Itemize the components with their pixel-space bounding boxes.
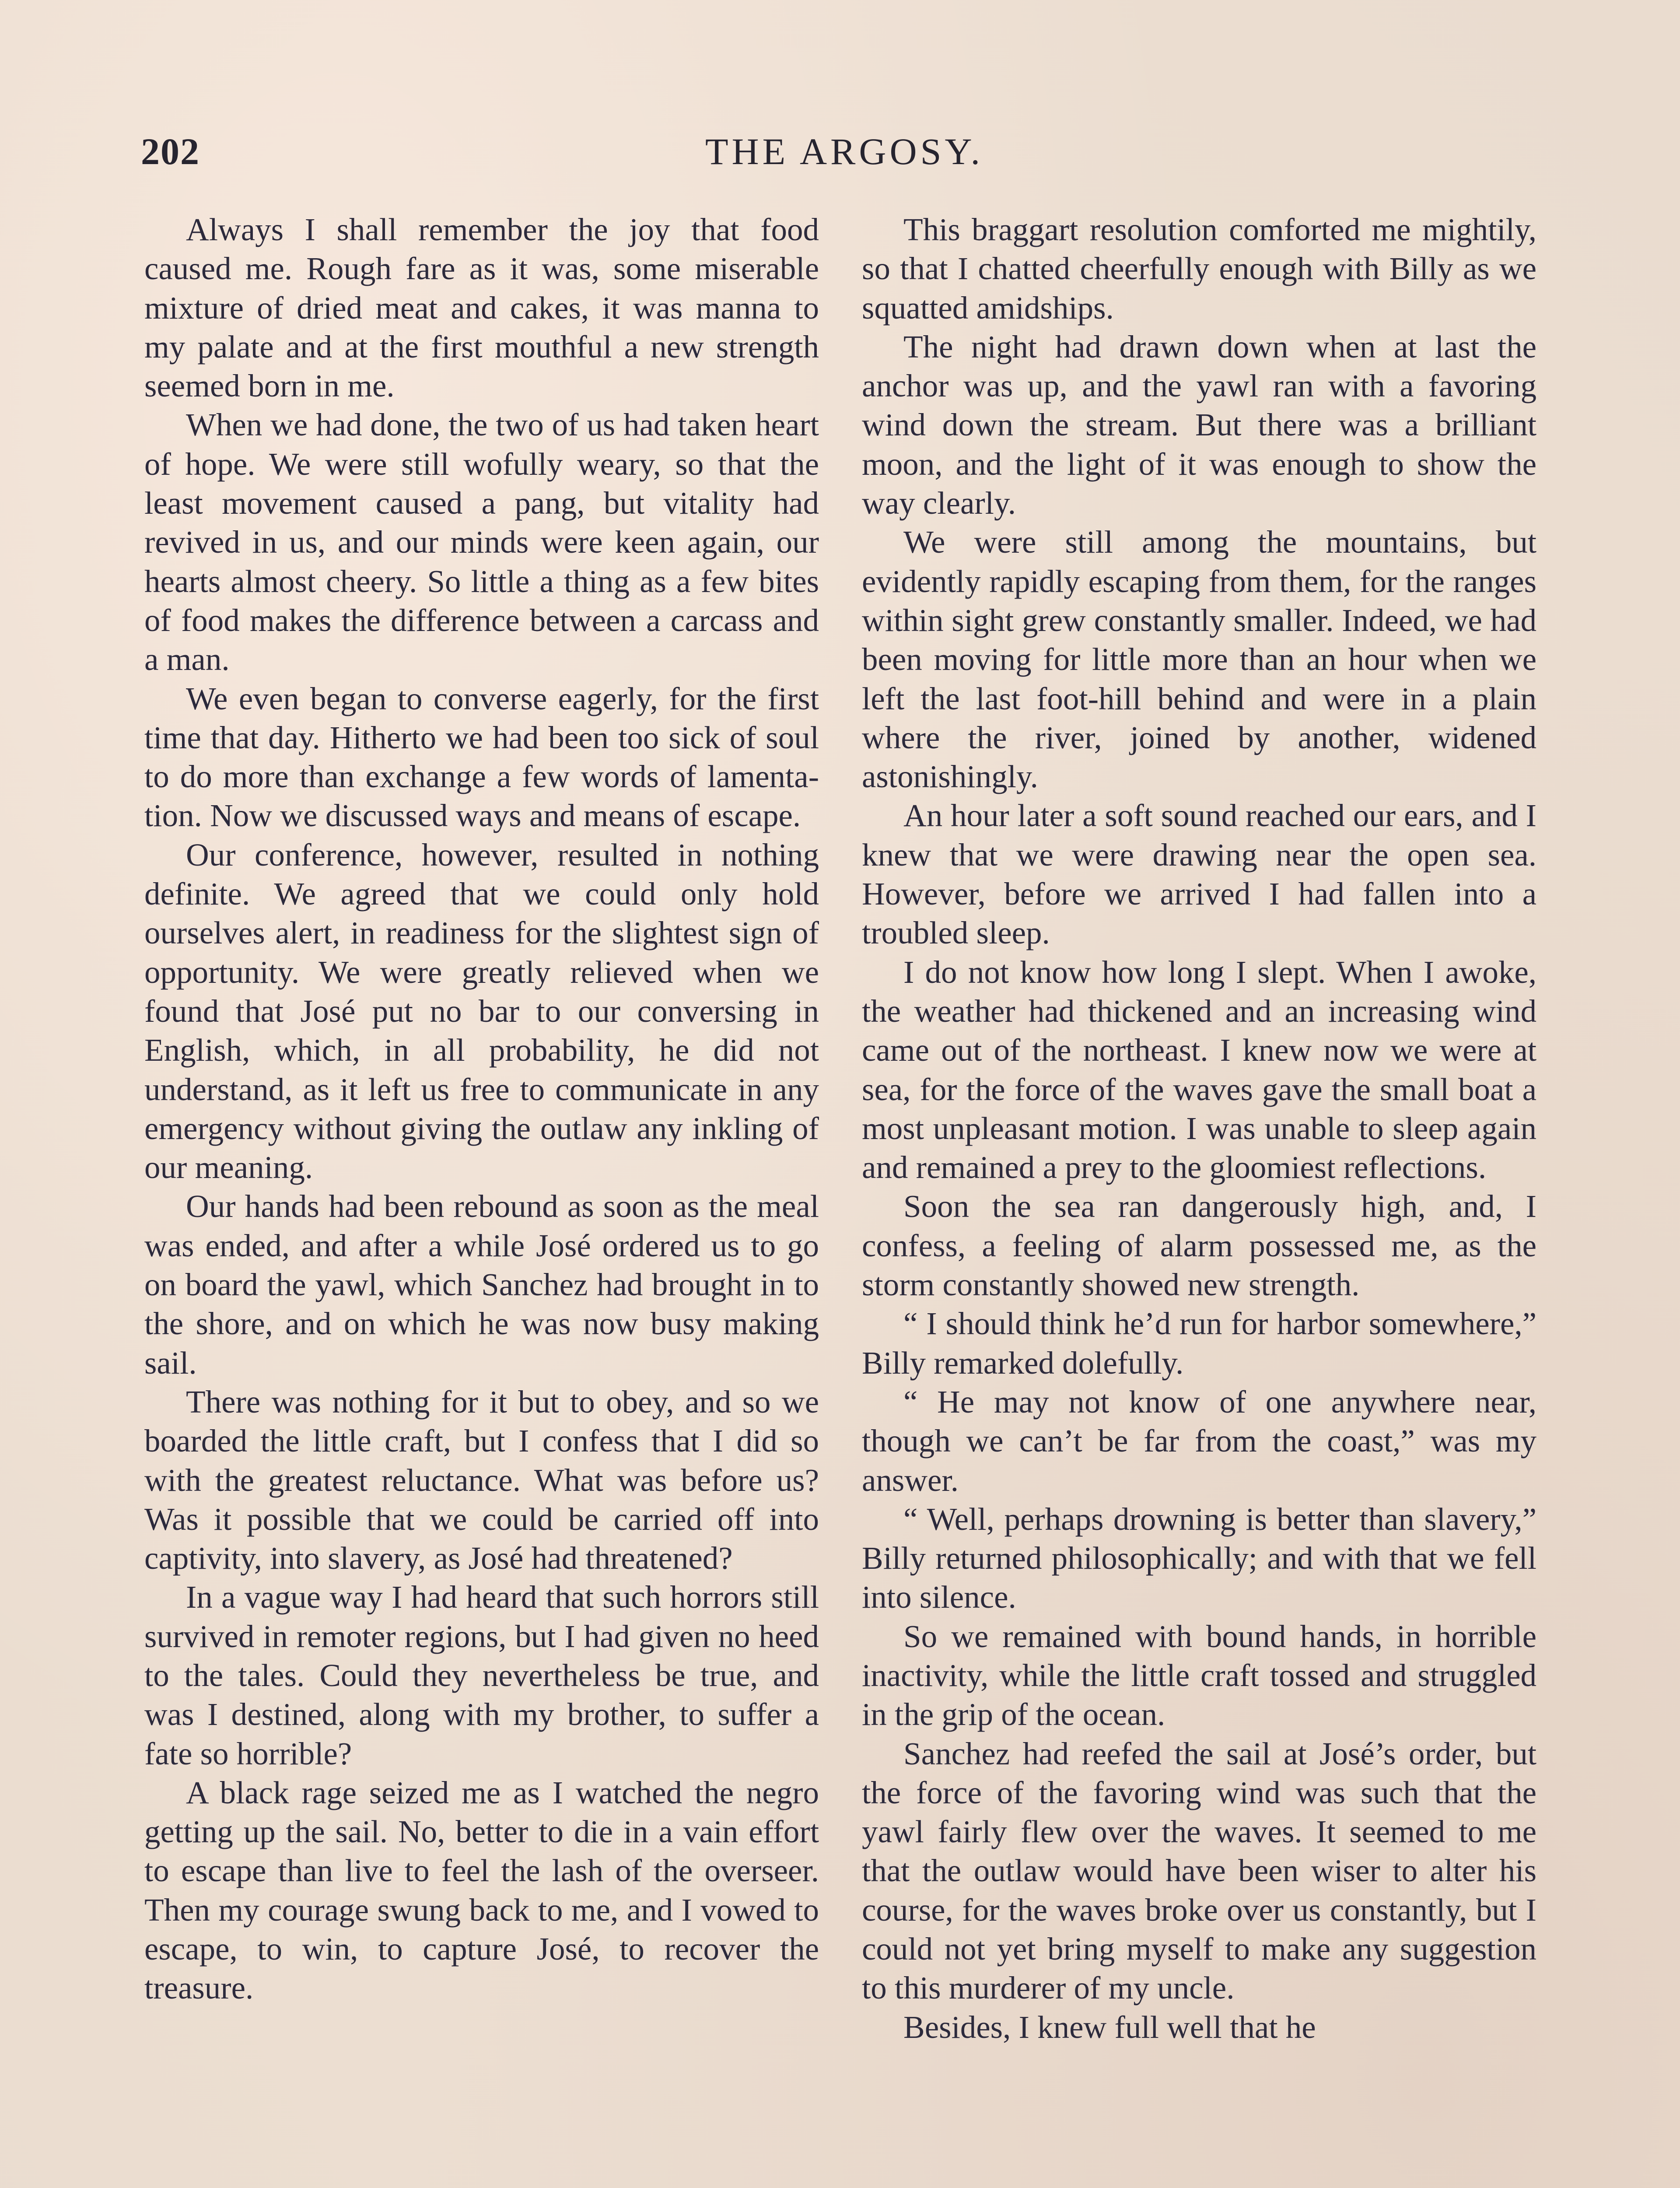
paragraph: Soon the sea ran dangerously high, and, I confess, a feeling of alarm possessed me, as the storm constantly showed new strength. [862,1189,1536,1303]
page-number: 202 [141,130,200,172]
paragraph: So we remained with bound hands, in horrible inactivity, while the little craft tossed and struggled in the grip of the ocean. [862,1618,1536,1732]
paragraph: In a vague way I had heard that such horrors still survived in remoter regions, but I had given no heed to the tales. Could they nevertheless be true, and was I destined, along with my brother, to suffer a fate so horrible? [144,1579,819,1771]
paragraph: Besides, I knew full well that he [903,2009,1316,2045]
paragraph: When we had done, the two of us had taken heart of hope. We were still wofully weary, so that the least movement caused a pang, but vitality had revived in us, and our minds were keen again, our hearts almost cheery. So little a thing as a few bites of food makes the difference between a carcass and a man. [144,407,819,677]
running-head: THE ARGOSY. [705,130,984,172]
paragraph: A black rage seized me as I watched the negro getting up the sail. No, better to die in a vain effort to escape than live to feel the lash of the overseer. Then my courage swung back to me, and I vowed to escape, to win, to capture José, to recover the treasure. [144,1774,819,2006]
paragraph: “ I should think he’d run for harbor somewhere,” Billy remarked dolefully. [862,1306,1536,1381]
left-column [144,210,819,2008]
right-column [862,210,1536,2047]
paragraph: This braggart resolution comforted me mightily, so that I chatted cheerfully enough with Billy as we squatted amidships. [862,212,1536,326]
paragraph: The night had drawn down when at last the anchor was up, and the yawl ran with a favoring wind down the stream. But there was a brilliant moon, and the light of it was enough to show the way clearly. [862,329,1536,521]
paragraph: We even began to converse eagerly, for the first time that day. Hitherto we had been too sick of soul to do more than exchange a few words of lamentation. Now we discussed ways and means of escape. [144,680,819,834]
paragraph: Our hands had been rebound as soon as the meal was ended, and after a while José ordered us to go on board the yawl, which Sanchez had brought in to the shore, and on which he was now busy making sail. [144,1189,819,1381]
paragraph: Sanchez had reefed the sail at José’s order, but the force of the favoring wind was such that the yawl fairly flew over the waves. It seemed to me that the outlaw would have been wiser to alter his course, for the waves broke over us constantly, but I could not yet bring myself to make any suggestion to this murderer of my uncle. [862,1736,1536,2006]
paragraph: There was nothing for it but to obey, and so we boarded the little craft, but I confess that I did so with the greatest reluctance. What was before us? Was it possible that we could be carried off into captivity, into slavery, as José had threatened? [144,1384,819,1576]
paragraph: “ Well, perhaps drowning is better than slavery,” Billy returned philosophically; and with that we fell into silence. [862,1501,1536,1615]
paragraph: An hour later a soft sound reached our ears, and I knew that we were drawing near the open sea. However, before we arrived I had fallen into a troubled sleep. [862,798,1536,951]
paragraph: I do not know how long I slept. When I awoke, the weather had thickened and an increasing wind came out of the northeast. I knew now we were at sea, for the force of the waves gave the small boat a most unpleasant motion. I was unable to sleep again and remained a prey to the gloomiest reflections. [862,954,1536,1185]
paragraph: Always I shall remember the joy that food caused me. Rough fare as it was, some miserable mixture of dried meat and cakes, it was manna to my palate and at the first mouthful a new strength seemed born in me. [144,212,819,404]
paragraph: “ He may not know of one anywhere near, though we can’t be far from the coast,” was my answer. [862,1384,1536,1498]
paragraph: Our conference, however, resulted in nothing definite. We agreed that we could only hold ourselves alert, in readiness for the slightest sign of opportunity. We were greatly relieved when we found that José put no bar to our conversing in English, which, in all probability, he did not understand, as it left us free to communicate in any emergency without giving the outlaw any inkling of our meaning. [144,837,819,1185]
paragraph: We were still among the mountains, but evidently rapidly escaping from them, for the ranges within sight grew constantly smaller. Indeed, we had been moving for little more than an hour when we left the last foot-hill behind and were in a plain where the river, joined by another, widened astonishingly. [862,524,1536,795]
